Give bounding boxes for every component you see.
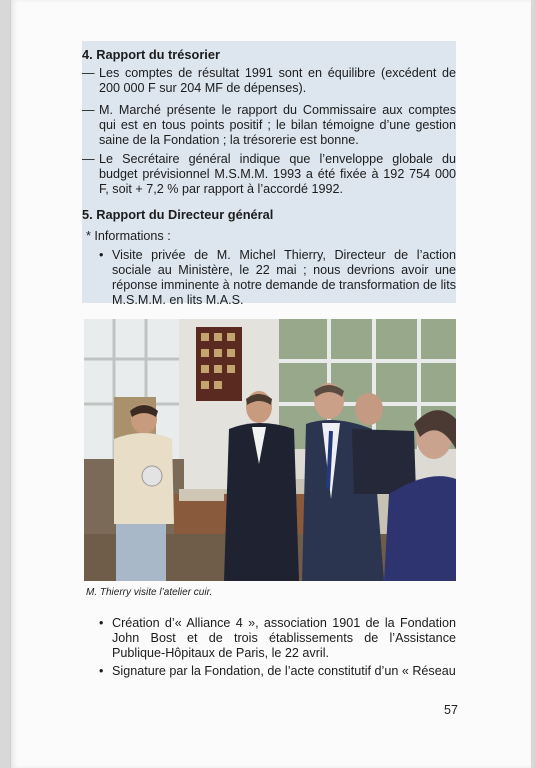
treasurer-item-3: — Le Secrétaire général indique que l’enveloppe globale du budget prévisionnel M.S.M.M. 1993 a été fixée à 192 754 000 F, soit + 7,2 % par rapport à l’accordé 1992. <box>82 152 456 196</box>
info-bullet-2: • Création d’« Alliance 4 », association 1901 de la Fondation John Bost et de trois établissements de l’Assistance Publique-Hôpitaux de Paris, le 22 avril. <box>99 616 456 660</box>
info-bullet-1: • Visite privée de M. Michel Thierry, Directeur de l’action sociale au Ministère, le 22 mai ; nous devrions avoir une réponse imminente à notre demande de transformation de lits M.S.M.M. en lits M.A.S. <box>99 248 456 307</box>
treasurer-item-1: — Les comptes de résultat 1991 sont en équilibre (excédent de 200 000 F sur 204 MF de dépenses). <box>82 66 456 95</box>
workshop-photo <box>84 319 456 581</box>
section-5-heading: 5. Rapport du Directeur général <box>82 207 274 222</box>
section-4-heading: 4. Rapport du trésorier <box>82 47 220 62</box>
page-number: 57 <box>444 703 458 717</box>
photo-caption: M. Thierry visite l’atelier cuir. <box>86 587 213 598</box>
treasurer-item-2: — M. Marché présente le rapport du Commissaire aux comptes qui est en tous points positif ; le bilan témoigne d’une gestion saine de la Fondation ; la trésorerie est bonne. <box>82 103 456 147</box>
info-bullet-3: • Signature par la Fondation, de l’acte constitutif d’un « Réseau <box>99 664 456 678</box>
informations-label: * Informations : <box>86 229 171 243</box>
